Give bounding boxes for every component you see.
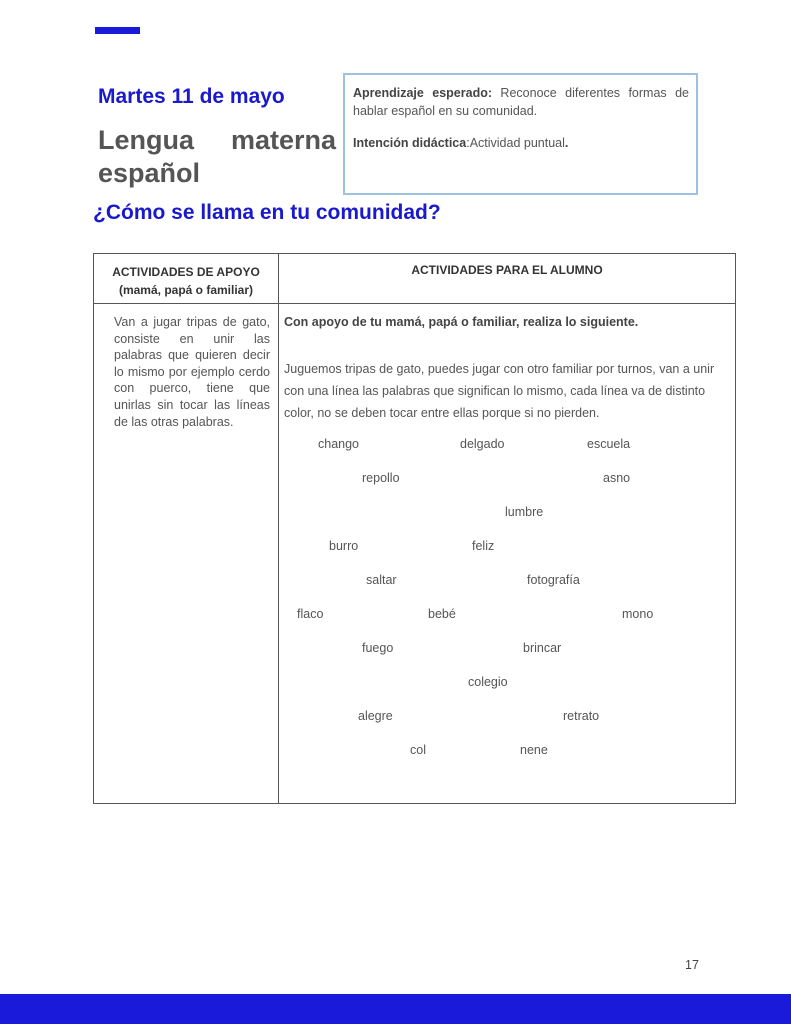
aprendizaje-text: Reconoce diferentes formas de hablar español en su comunidad. [353,86,689,118]
student-instructions: Juguemos tripas de gato, puedes jugar con otro familiar por turnos, van a unir con una línea las palabras que significan lo mismo, cada línea va de distinto color, no se deben tocar entre ellas porque si no pierden. [284,362,715,420]
word-item[interactable]: nene [520,743,548,757]
word-item[interactable]: bebé [428,607,456,621]
header-support-line2: (mamá, papá o familiar) [118,283,254,297]
word-item[interactable]: asno [603,471,631,485]
word-item[interactable]: fuego [362,641,394,655]
header-student-activities: ACTIVIDADES PARA EL ALUMNO [411,263,603,277]
intencion-text: :Actividad puntual [466,136,565,150]
word-item[interactable]: repollo [362,471,400,485]
aprendizaje-paragraph [353,84,689,120]
support-instructions: Van a jugar tripas de gato, consiste en unir las palabras que quieren decir lo mismo por ejemplo cerdo con puerco, tiene que unirlas sin tocar las líneas de las otras palabras. [114,315,270,429]
top-accent-bar [95,27,140,34]
bottom-accent-bar [0,994,791,1024]
word-item[interactable]: fotografía [527,573,580,587]
activities-table [93,253,736,804]
word-item[interactable]: colegio [468,675,508,689]
word-item[interactable]: col [410,743,426,757]
word-item[interactable]: burro [329,539,359,553]
word-item[interactable]: escuela [587,437,631,451]
intencion-end: . [564,136,569,150]
word-item[interactable]: chango [318,437,360,451]
intencion-paragraph [353,134,689,152]
header-support-line1: ACTIVIDADES DE APOYO [112,265,260,279]
learning-info-box [343,73,698,195]
subject-word-materna: materna [230,125,336,155]
header-divider [94,303,735,304]
header-support-activities [94,263,278,299]
section-question: ¿Cómo se llama en tu comunidad? [93,201,441,224]
page-date: Martes 11 de mayo [98,85,285,108]
intencion-label: Intención didáctica [353,136,467,150]
word-item[interactable]: mono [622,607,654,621]
word-item[interactable]: delgado [460,437,505,451]
word-item[interactable]: brincar [523,641,562,655]
word-item[interactable]: feliz [472,539,495,553]
aprendizaje-label: Aprendizaje esperado: [353,86,493,100]
word-item[interactable]: alegre [358,709,393,723]
page-number: 17 [685,958,699,972]
word-item[interactable]: saltar [366,573,397,587]
word-item[interactable]: retrato [563,709,600,723]
subject-word-lengua: Lengua [98,125,195,155]
subject-title [98,124,336,190]
student-lead: Con apoyo de tu mamá, papá o familiar, realiza lo siguiente. [284,315,639,329]
word-item[interactable]: lumbre [505,505,544,519]
word-item[interactable]: flaco [297,607,324,621]
subject-word-espanol: español [98,158,201,188]
column-divider [278,254,279,803]
